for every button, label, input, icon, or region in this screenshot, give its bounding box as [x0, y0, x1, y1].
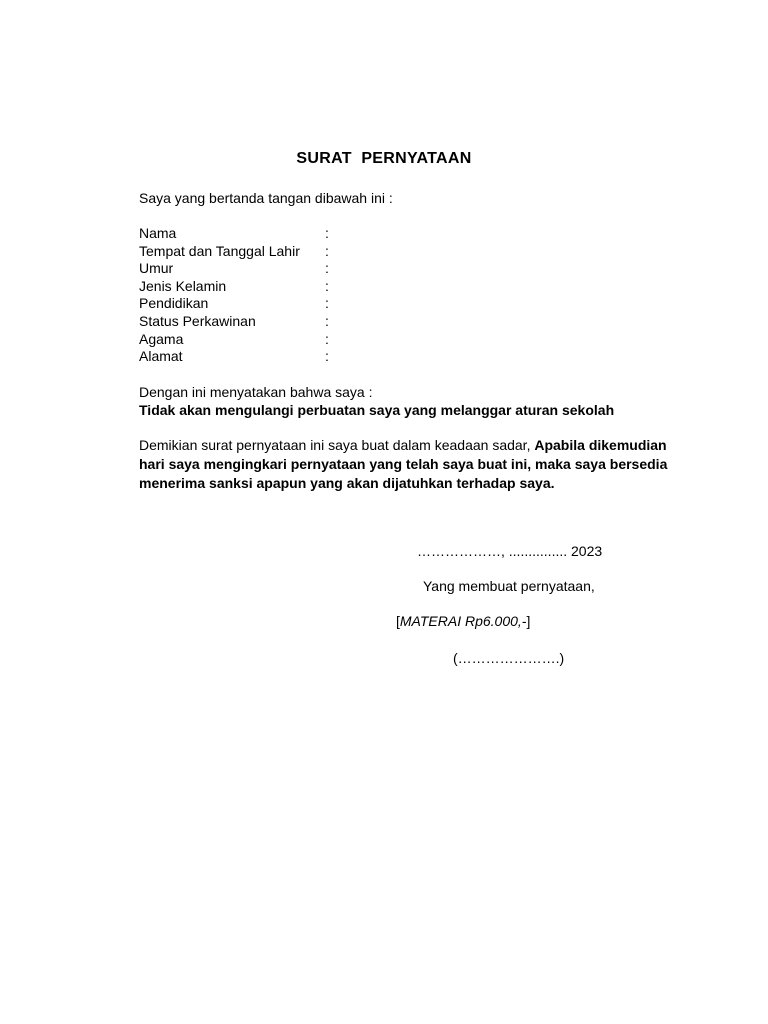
- place-date: ………………, ............... 2023: [417, 543, 603, 559]
- materai-bracket-close: ]: [526, 613, 531, 629]
- declaration-intro: Dengan ini menyatakan bahwa saya :: [139, 384, 373, 400]
- field-row-jenis-kelamin: [139, 278, 539, 296]
- field-label: Jenis Kelamin: [139, 277, 227, 294]
- field-colon: :: [325, 260, 329, 277]
- field-label: Pendidikan: [139, 295, 209, 312]
- field-row-alamat: [139, 348, 539, 366]
- field-colon: :: [325, 242, 329, 259]
- materai-text: MATERAI Rp6.000,-: [399, 613, 527, 629]
- closing-normal-text: Demikian surat pernyataan ini saya buat dalam keadaan sadar,: [139, 437, 535, 453]
- field-colon: :: [325, 312, 329, 329]
- field-label: Agama: [139, 330, 184, 347]
- declaration-statement: Tidak akan mengulangi perbuatan saya yang melanggar aturan sekolah: [139, 402, 615, 418]
- field-row-umur: [139, 260, 539, 278]
- materai-label: [396, 613, 530, 629]
- field-colon: :: [325, 348, 329, 365]
- intro-text: Saya yang bertanda tangan dibawah ini :: [139, 190, 393, 206]
- field-row-status-perkawinan: [139, 313, 539, 331]
- field-row-agama: [139, 331, 539, 349]
- closing-paragraph: [139, 436, 679, 493]
- closing-bold-text: Apabila dikemudian hari saya mengingkari pernyataan yang telah saya buat ini, maka saya bersedia menerima sanksi apapun yang akan dijatuhkan terhadap saya.: [139, 437, 668, 491]
- field-label: Nama: [139, 225, 177, 241]
- identity-fields: [139, 225, 539, 366]
- field-row-tempat-tanggal-lahir: [139, 243, 539, 261]
- field-colon: :: [325, 225, 329, 241]
- field-label: Alamat: [139, 348, 183, 365]
- materai-bracket-open: [: [396, 613, 400, 629]
- field-colon: :: [325, 277, 329, 294]
- signer-name-placeholder: (………………….): [453, 650, 565, 666]
- signer-label: Yang membuat pernyataan,: [423, 578, 595, 594]
- field-label: Status Perkawinan: [139, 312, 256, 329]
- field-colon: :: [325, 295, 329, 312]
- field-label: Umur: [139, 260, 174, 277]
- document-title: SURAT PERNYATAAN: [296, 150, 472, 167]
- field-colon: :: [325, 330, 329, 347]
- field-label: Tempat dan Tanggal Lahir: [139, 242, 300, 259]
- field-row-pendidikan: [139, 295, 539, 313]
- field-row-nama: [139, 225, 539, 243]
